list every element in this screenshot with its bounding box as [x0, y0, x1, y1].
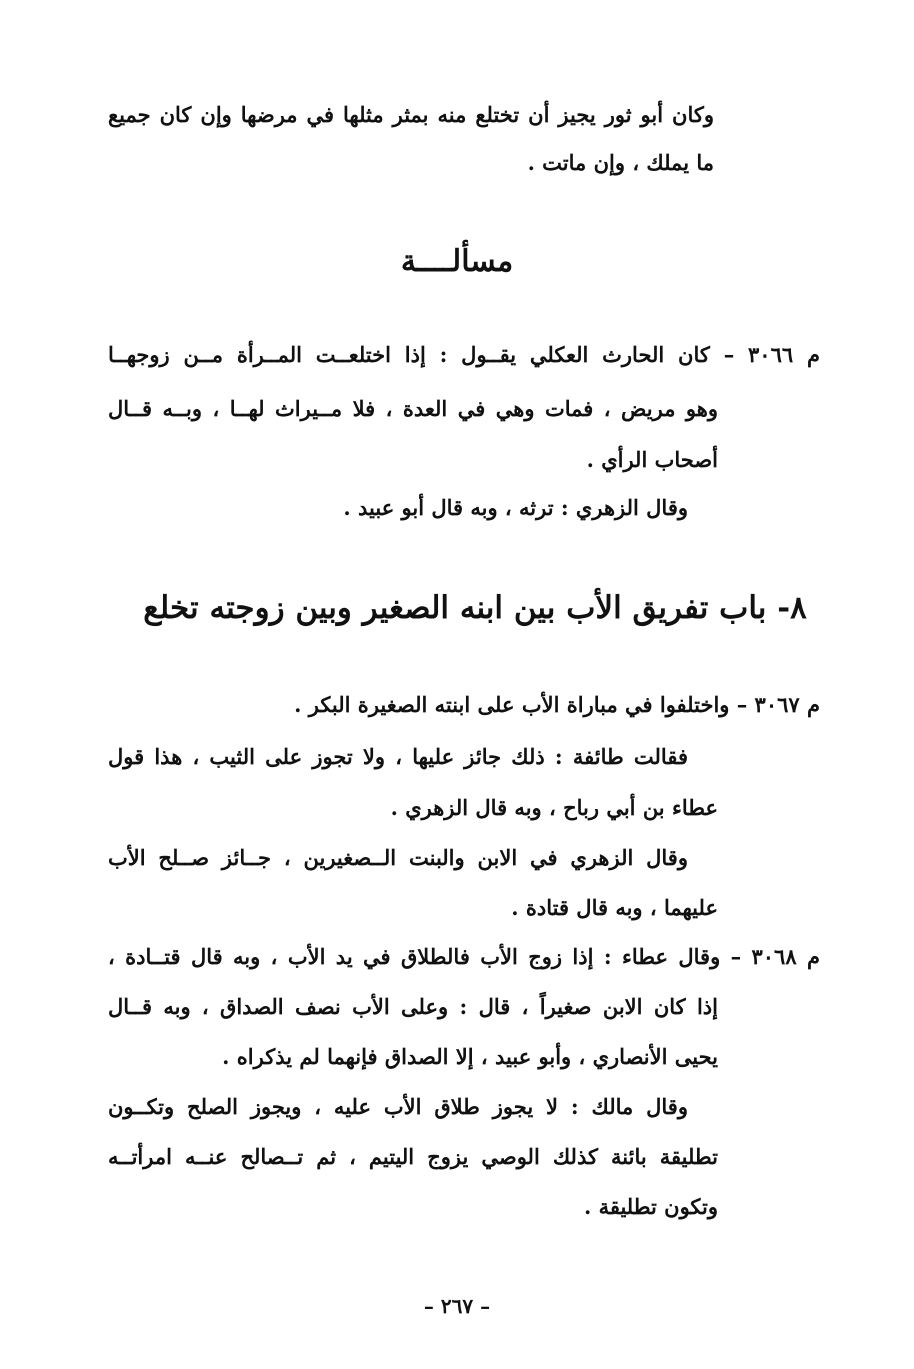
text-line: وتكون تطليقة .	[583, 1194, 718, 1219]
text-line: عليهما ، وبه قال قتادة .	[511, 895, 718, 920]
text-line: م ٣٠٦٧ – واختلفوا في مباراة الأب على ابنته الصغيرة البكر .	[294, 692, 820, 717]
text-line: عطاء بن أبي رباح ، وبه قال الزهري .	[390, 795, 718, 820]
text-line: تطليقة بائنة كذلك الوصي يزوج اليتيم ، ثم تــصالح عنــه امرأتــه	[108, 1144, 718, 1169]
text-line: وقال مالك : لا يجوز طلاق الأب عليه ، ويجوز الصلح وتكــون	[108, 1094, 688, 1119]
text-line: م ٣٠٦٦ – كان الحارث العكلي يقــول : إذا اختلعــت المــرأة مــن زوجهــا	[108, 342, 820, 367]
section-heading: مسألــــة	[400, 244, 514, 279]
text-line: أصحاب الرأي .	[586, 447, 718, 472]
text-line: وقال الزهري : ترثه ، وبه قال أبو عبيد .	[343, 495, 688, 520]
text-line: إذا كان الابن صغيراً ، قال : وعلى الأب نصف الصداق ، وبه قــال	[108, 994, 718, 1019]
text-line: م ٣٠٦٨ – وقال عطاء : إذا زوج الأب فالطلاق في يد الأب ، وبه قال قتــادة ،	[108, 944, 820, 969]
text-line: وكان أبو ثور يجيز أن تختلع منه بمثر مثلها في مرضها وإن كان جميع	[108, 102, 714, 127]
text-line: وقال الزهري في الابن والبنت الــصغيرين ، جــائز صــلح الأب	[108, 845, 688, 870]
text-line: فقالت طائفة : ذلك جائز عليها ، ولا تجوز على الثيب ، هذا قول	[108, 744, 688, 769]
text-line: ما يملك ، وإن ماتت .	[527, 150, 714, 175]
page-number: – ٢٦٧ –	[423, 1294, 491, 1318]
text-line: يحيى الأنصاري ، وأبو عبيد ، إلا الصداق فإنهما لم يذكراه .	[222, 1044, 718, 1069]
chapter-heading: ٨- باب تفريق الأب بين ابنه الصغير وبين زوجته تخلع	[143, 590, 807, 626]
text-line: وهو مريض ، فمات وهي في العدة ، فلا مــيراث لهــا ، وبــه قــال	[108, 396, 718, 421]
